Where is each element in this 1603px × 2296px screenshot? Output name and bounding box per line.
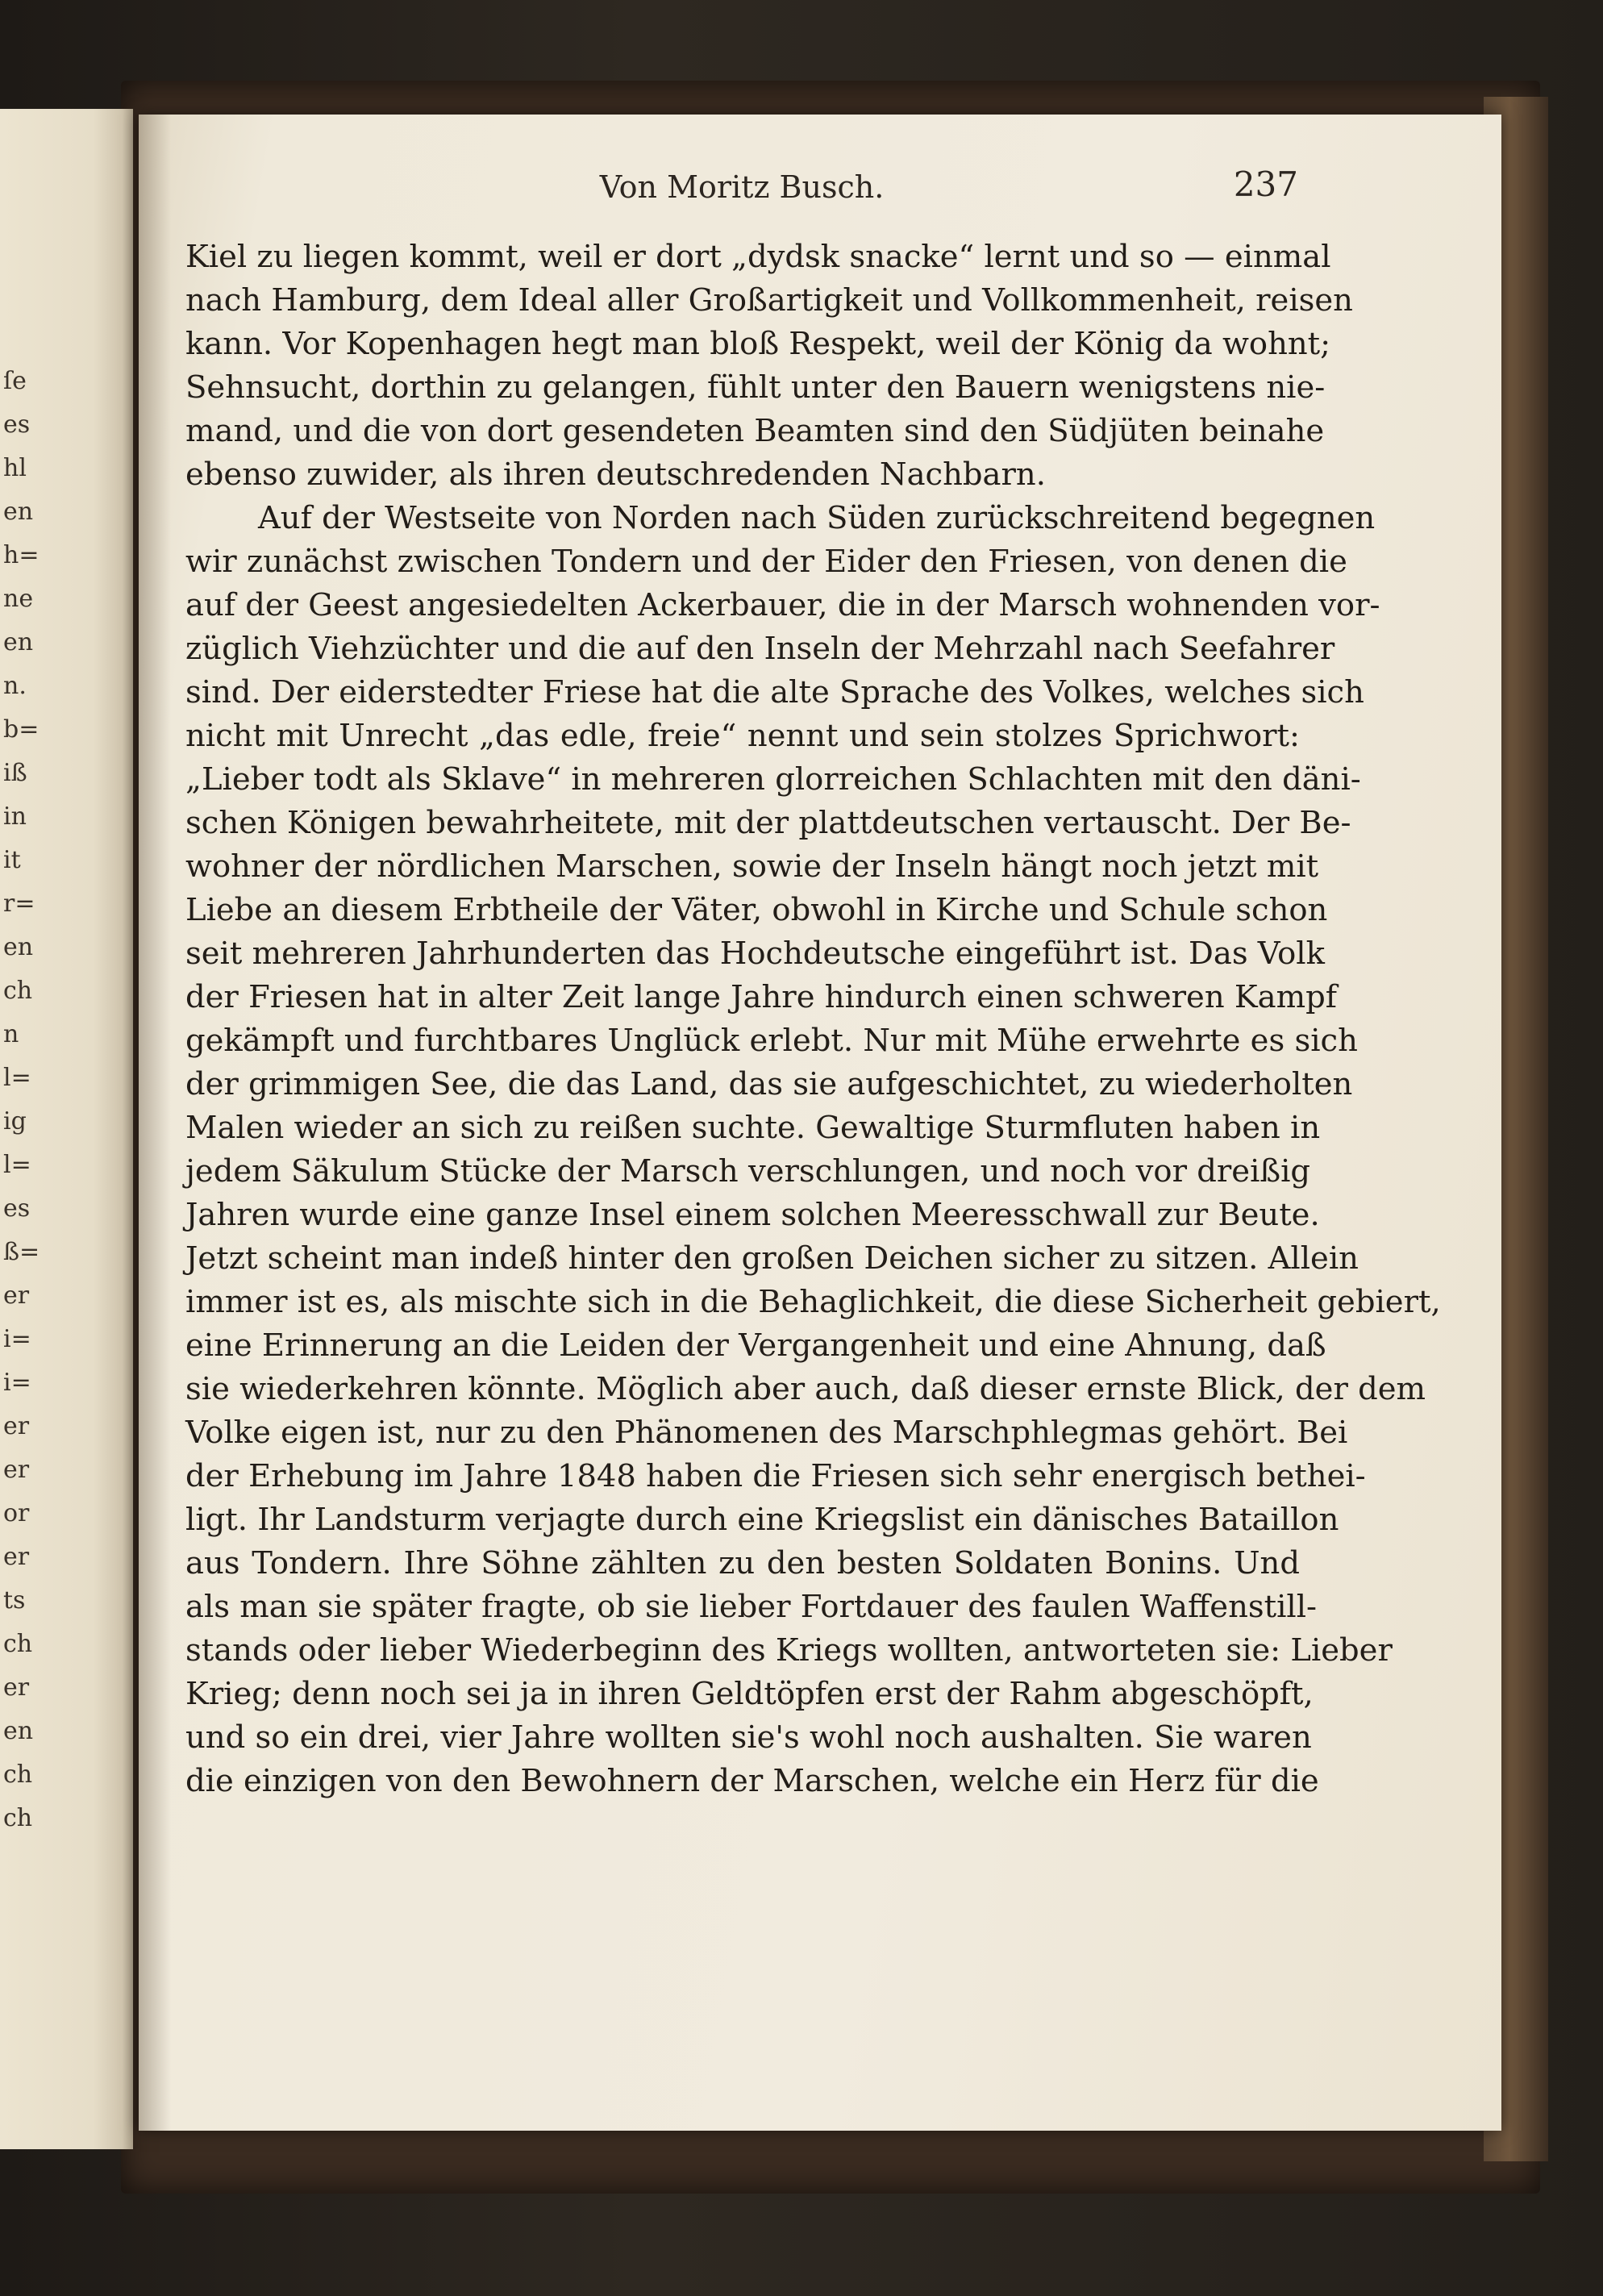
text-line: aus Tondern. Ihre Söhne zählten zu den besten Soldaten Bonins. Und <box>185 1545 1300 1581</box>
facing-page-fragment: er <box>3 1543 30 1571</box>
page-number: 237 <box>1233 165 1298 204</box>
facing-page-fragment: ch <box>3 1630 33 1658</box>
text-line: nicht mit Unrecht „das edle, freie“ nennt und sein stolzes Sprichwort: <box>185 718 1300 754</box>
page-gutter <box>139 115 171 2131</box>
facing-page-fragment: b= <box>3 715 40 744</box>
facing-page-fragment: en <box>3 933 34 961</box>
running-title: Von Moritz Busch. <box>599 169 885 205</box>
facing-page-fragment: r= <box>3 890 35 918</box>
text-line: Sehnsucht, dorthin zu gelangen, fühlt unter den Bauern wenigstens nie- <box>185 369 1326 406</box>
facing-page-fragment: i= <box>3 1369 31 1397</box>
text-line: mand, und die von dort gesendeten Beamten sind den Südjüten beinahe <box>185 413 1325 449</box>
facing-page-fragment: in <box>3 802 27 831</box>
text-line: stands oder lieber Wiederbeginn des Kriegs wollten, antworteten sie: Lieber <box>185 1632 1393 1669</box>
facing-page-fragment: en <box>3 498 34 526</box>
facing-page-fragment: en <box>3 1717 34 1745</box>
facing-page-fragment: n. <box>3 672 27 700</box>
facing-page-fragment: en <box>3 628 34 656</box>
facing-page-fragment: iß <box>3 759 27 787</box>
facing-page-fragment: es <box>3 410 31 439</box>
text-line: und so ein drei, vier Jahre wollten sie's wohl noch aushalten. Sie waren <box>185 1719 1312 1756</box>
text-line: Jahren wurde eine ganze Insel einem solchen Meeresschwall zur Beute. <box>185 1197 1320 1233</box>
text-line: als man sie später fragte, ob sie lieber Fortdauer des faulen Waffenstill- <box>185 1589 1318 1625</box>
facing-page-fragment: ch <box>3 977 33 1005</box>
facing-page-fragment: ts <box>3 1586 26 1615</box>
text-line: Liebe an diesem Erbtheile der Väter, obwohl in Kirche und Schule schon <box>185 892 1328 928</box>
facing-page-fragment: l= <box>3 1064 31 1092</box>
facing-page-fragment: ſe <box>3 367 27 395</box>
text-line: auf der Geest angesiedelten Ackerbauer, die in der Marsch wohnenden vor- <box>185 587 1380 623</box>
text-line: eine Erinnerung an die Leiden der Vergangenheit und eine Ahnung, daß <box>185 1327 1326 1364</box>
facing-page-fragment: i= <box>3 1325 31 1353</box>
text-line: jedem Säkulum Stücke der Marsch verschlungen, und noch vor dreißig <box>185 1153 1311 1190</box>
facing-page-fragment: ne <box>3 585 34 613</box>
text-line: kann. Vor Kopenhagen hegt man bloß Respekt, weil der König da wohnt; <box>185 326 1331 362</box>
running-head <box>185 165 1298 218</box>
facing-page-fragment: es <box>3 1194 31 1223</box>
text-line: der grimmigen See, die das Land, das sie aufgeschichtet, zu wiederholten <box>185 1066 1353 1102</box>
text-line: immer ist es, als mischte sich in die Behaglichkeit, die diese Sicherheit gebiert, <box>185 1284 1441 1320</box>
text-line: züglich Viehzüchter und die auf den Inseln der Mehrzahl nach Seefahrer <box>185 631 1335 667</box>
text-line: seit mehreren Jahrhunderten das Hochdeutsche eingeführt ist. Das Volk <box>185 935 1325 972</box>
text-line: wir zunächst zwischen Tondern und der Eider den Friesen, von denen die <box>185 544 1347 580</box>
text-line: „Lieber todt als Sklave“ in mehreren glorreichen Schlachten mit den däni- <box>185 761 1361 798</box>
text-line: ligt. Ihr Landsturm verjagte durch eine Kriegslist ein dänisches Bataillon <box>185 1502 1339 1538</box>
text-line: wohner der nördlichen Marschen, sowie der Inseln hängt noch jetzt mit <box>185 848 1319 885</box>
facing-page-fragment: it <box>3 846 21 874</box>
text-line: schen Königen bewahrheitete, mit der plattdeutschen vertauscht. Der Be- <box>185 805 1351 841</box>
facing-page-fragment: er <box>3 1412 30 1440</box>
text-line: Krieg; denn noch sei ja in ihren Geldtöpfen erst der Rahm abgeschöpft, <box>185 1676 1314 1712</box>
text-line: die einzigen von den Bewohnern der Marschen, welche ein Herz für die <box>185 1763 1319 1799</box>
body-text <box>185 235 1441 1803</box>
facing-page-fragments <box>0 109 40 2149</box>
text-line: nach Hamburg, dem Ideal aller Großartigkeit und Vollkommenheit, reisen <box>185 282 1353 319</box>
facing-page-fragment: l= <box>3 1151 31 1179</box>
facing-page-fragment: h= <box>3 541 40 569</box>
text-line: Auf der Westseite von Norden nach Süden zurückschreitend begegnen <box>258 500 1376 536</box>
facing-page-fragment: n <box>3 1020 19 1048</box>
facing-page-fragment: er <box>3 1673 30 1702</box>
facing-page-fragment: ß= <box>3 1238 40 1266</box>
text-line: sie wiederkehren könnte. Möglich aber auch, daß dieser ernste Blick, der dem <box>185 1371 1426 1407</box>
text-line: Malen wieder an sich zu reißen suchte. Gewaltige Sturmfluten haben in <box>185 1110 1321 1146</box>
facing-page-fragment: ch <box>3 1804 33 1832</box>
facing-page-fragment: ig <box>3 1107 27 1135</box>
text-line: der Erhebung im Jahre 1848 haben die Friesen sich sehr energisch bethei- <box>185 1458 1366 1494</box>
text-line: Kiel zu liegen kommt, weil er dort „dydsk snacke“ lernt und so — einmal <box>185 239 1331 275</box>
text-line: sind. Der eiderstedter Friese hat die alte Sprache des Volkes, welches sich <box>185 674 1364 710</box>
facing-page-fragment: er <box>3 1281 30 1310</box>
facing-page-fragment: or <box>3 1499 30 1527</box>
facing-page <box>0 109 133 2149</box>
facing-page-fragment: er <box>3 1456 30 1484</box>
text-line: ebenso zuwider, als ihren deutschredenden Nachbarn. <box>185 456 1046 493</box>
text-line: der Friesen hat in alter Zeit lange Jahre hindurch einen schweren Kampf <box>185 979 1337 1015</box>
facing-page-fragment: ch <box>3 1761 33 1789</box>
text-line: Jetzt scheint man indeß hinter den großen Deichen sicher zu sitzen. Allein <box>185 1240 1359 1277</box>
facing-page-fragment: hl <box>3 454 27 482</box>
text-line: Volke eigen ist, nur zu den Phänomenen des Marschphlegmas gehört. Bei <box>185 1415 1348 1451</box>
text-line: gekämpft und furchtbares Unglück erlebt. Nur mit Mühe erwehrte es sich <box>185 1023 1358 1059</box>
